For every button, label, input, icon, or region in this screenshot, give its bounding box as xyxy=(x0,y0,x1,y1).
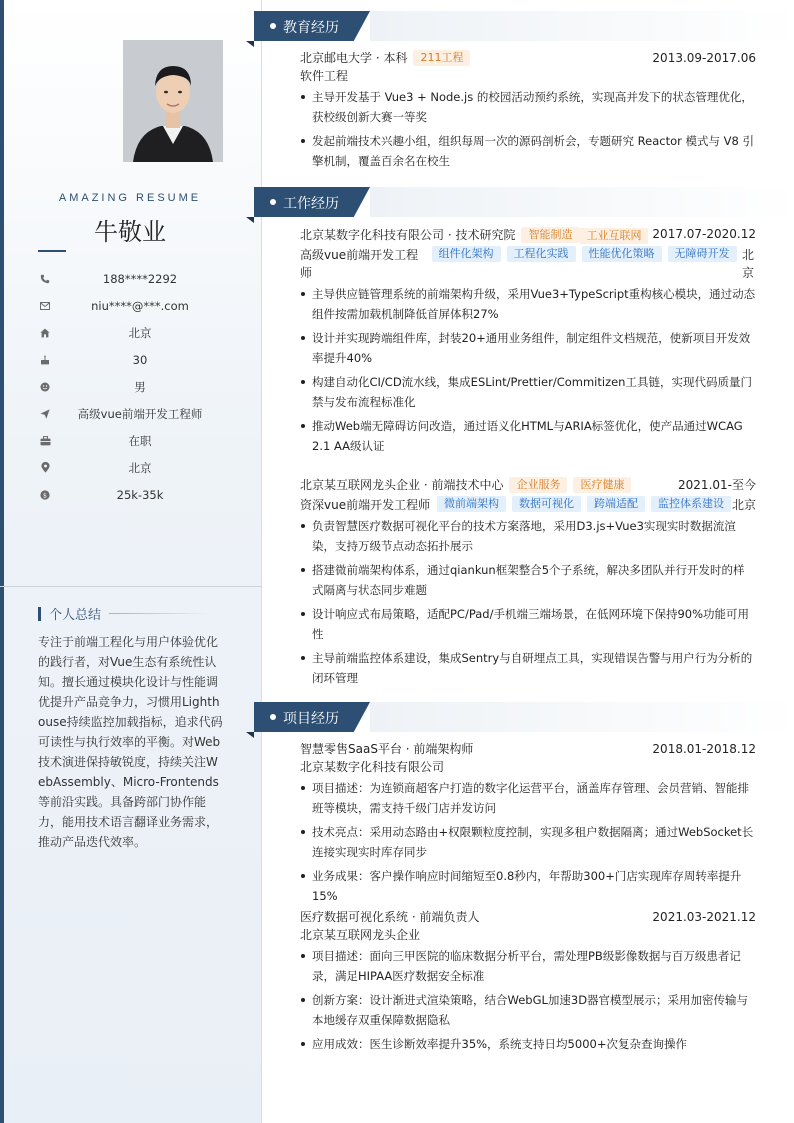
list-item: 应用成效：医生诊断效率提升35%，系统支持日均5000+次复杂查询操作 xyxy=(300,1034,756,1054)
project-date: 2021.03-2021.12 xyxy=(652,910,756,924)
list-item: 搭建微前端架构体系，通过qiankun框架整合5个子系统，解决多团队并行开发时的样式隔离与状态同步难题 xyxy=(300,560,756,600)
skill-tag: 监控体系建设 xyxy=(651,496,731,512)
send-icon xyxy=(38,407,52,421)
sidebar-divider xyxy=(0,586,262,587)
briefcase-icon xyxy=(38,434,52,448)
name-underline xyxy=(38,250,66,252)
info-gender: 男 xyxy=(38,373,240,400)
list-item: 创新方案：设计渐进式渲染策略，结合WebGL加速3D器官模型展示；采用加密传输与本地缓存双重保障数据隐私 xyxy=(300,990,756,1030)
job-bullets xyxy=(300,284,756,456)
avatar xyxy=(123,40,223,162)
job-role: 高级vue前端开发工程师 xyxy=(300,248,419,280)
work-title: 工作经历 xyxy=(283,196,339,212)
avatar-portrait-icon xyxy=(123,40,223,162)
skill-tag: 无障碍开发 xyxy=(668,246,737,262)
phone-icon xyxy=(38,272,52,286)
list-item: 项目描述：面向三甲医院的临床数据分析平台，需处理PB级影像数据与百万级患者记录，满足HIPAA医疗数据安全标准 xyxy=(300,946,756,986)
projects-title: 项目经历 xyxy=(283,711,339,727)
major: 软件工程 xyxy=(300,69,349,83)
list-item: 技术亮点：采用动态路由+权限颗粒度控制，实现多租户数据隔离；通过WebSocket长连接实现实时库存同步 xyxy=(300,822,756,862)
project-company: 北京某互联网龙头企业 xyxy=(300,928,421,942)
summary-header xyxy=(38,604,209,623)
list-item: 设计响应式布局策略，适配PC/Pad/手机端三端场景，在低网环境下保持90%功能可用性 xyxy=(300,604,756,644)
project-bullets xyxy=(300,778,756,906)
main-content xyxy=(262,0,794,1123)
education-bullets xyxy=(300,87,756,171)
project-date: 2018.01-2018.12 xyxy=(652,742,756,756)
list-item: 业务成果：客户操作响应时间缩短至0.8秒内，年帮助300+门店实现库存周转率提升15% xyxy=(300,866,756,906)
list-item: 主导前端监控体系建设，集成Sentry与自研埋点工具，实现错误告警与用户行为分析的闭环管理 xyxy=(300,648,756,688)
education-title: 教育经历 xyxy=(283,20,339,36)
svg-text:$: $ xyxy=(42,490,48,499)
list-item: 推动Web端无障碍访问改造，通过语义化HTML与ARIA标签优化，使产品通过WCAG 2.1 AA级认证 xyxy=(300,416,756,456)
job-bullets xyxy=(300,516,756,688)
company-name: 北京某数字化科技有限公司 · 技术研究院 xyxy=(300,227,516,242)
summary-title: 个人总结 xyxy=(49,608,102,623)
list-item: 发起前端技术兴趣小组，组织每周一次的源码剖析会，专题研究 Reactor 模式与 V8 引擎机制，覆盖百余名在校生 xyxy=(300,131,756,171)
job-date: 2017.07-2020.12 xyxy=(652,227,756,241)
list-item: 主导供应链管理系统的前端架构升级，采用Vue3+TypeScript重构核心模块，通过动态组件按需加载机制降低首屏体积27% xyxy=(300,284,756,324)
info-email: niu****@***.com xyxy=(38,292,240,319)
info-home: 北京 xyxy=(38,319,240,346)
cake-icon xyxy=(38,353,52,367)
project-entry-2 xyxy=(300,908,756,1058)
job-role: 资深vue前端开发工程师 xyxy=(300,498,431,512)
info-position: 高级vue前端开发工程师 xyxy=(38,400,240,427)
project-name: 智慧零售SaaS平台 · 前端架构师 xyxy=(300,742,474,756)
salary-icon xyxy=(38,488,52,502)
section-dot-icon xyxy=(270,714,276,720)
gender-icon xyxy=(38,380,52,394)
education-date: 2013.09-2017.06 xyxy=(652,51,756,65)
email-icon xyxy=(38,299,52,313)
project-entry-1 xyxy=(300,740,756,910)
list-item: 主导开发基于 Vue3 + Node.js 的校园活动预约系统，实现高并发下的状态管理优化，获校级创新大赛一等奖 xyxy=(300,87,756,127)
list-item: 构建自动化CI/CD流水线，集成ESLint/Prettier/Commitizen工具链，实现代码质量门禁与发布流程标准化 xyxy=(300,372,756,412)
skill-tag: 跨端适配 xyxy=(587,496,645,512)
project-company: 北京某数字化科技有限公司 xyxy=(300,760,445,774)
industry-tag: 企业服务 xyxy=(509,477,567,493)
skill-tag: 工程化实践 xyxy=(507,246,576,262)
job-location: 北京 xyxy=(742,248,755,280)
info-phone: 188****2292 xyxy=(38,265,240,292)
list-item: 设计并实现跨端组件库，封装20+通用业务组件，制定组件文档规范，使新项目开发效率提升40% xyxy=(300,328,756,368)
project-name: 医疗数据可视化系统 · 前端负责人 xyxy=(300,910,480,924)
project-bullets xyxy=(300,946,756,1054)
summary-text: 专注于前端工程化与用户体验优化的践行者，对Vue生态有系统性认知。擅长通过模块化设计与性能调优提升产品竞争力，习惯用Lighthouse持续监控加载指标，追求代码可读性与执行效率的平衡。对Web技术演进保持敏锐度，持续关注WebAssembly、Micro-Frontends等前沿实践。具备跨部门协作能力，能用技术语言翻译业务需求，推动产品迭代效率。 xyxy=(38,635,223,849)
sidebar xyxy=(0,0,262,1123)
job-date: 2021.01-至今 xyxy=(678,478,756,492)
contact-info-list xyxy=(38,265,240,508)
work-entry-1 xyxy=(300,225,756,460)
home-icon xyxy=(38,326,52,340)
skill-tag: 组件化架构 xyxy=(432,246,501,262)
summary-rule xyxy=(109,613,209,614)
list-item: 负责智慧医疗数据可视化平台的技术方案落地，采用D3.js+Vue3实现实时数据流渲染，支持万级节点动态拓扑展示 xyxy=(300,516,756,556)
education-entry xyxy=(300,49,756,175)
info-salary: $ 25k-35k xyxy=(38,481,240,508)
section-dot-icon xyxy=(270,23,276,29)
job-location: 北京 xyxy=(731,498,756,512)
sidebar-accent-bar xyxy=(0,0,4,1123)
list-item: 项目描述：为连锁商超客户打造的数字化运营平台，涵盖库存管理、会员营销、智能排班等模块，需支持千级门店并发访问 xyxy=(300,778,756,818)
info-location: 北京 xyxy=(38,454,240,481)
industry-tag: 智能制造 xyxy=(521,227,579,243)
skill-tag: 性能优化策略 xyxy=(582,246,662,262)
work-entry-2 xyxy=(300,476,756,692)
skill-tag: 微前端架构 xyxy=(437,496,506,512)
summary-bar xyxy=(38,607,41,621)
school-tag: 211工程 xyxy=(413,50,470,66)
school-name: 北京邮电大学 · 本科 xyxy=(300,51,408,65)
industry-tag: 医疗健康 xyxy=(573,477,631,493)
company-name: 北京某互联网龙头企业 · 前端技术中心 xyxy=(300,478,504,492)
resume-tagline: AMAZING RESUME xyxy=(58,192,202,204)
candidate-name: 牛敬业 xyxy=(94,218,166,246)
section-dot-icon xyxy=(270,199,276,205)
location-icon xyxy=(38,461,52,475)
info-status: 在职 xyxy=(38,427,240,454)
skill-tag: 数据可视化 xyxy=(512,496,581,512)
info-age: 30 xyxy=(38,346,240,373)
industry-tag: 工业互联网 xyxy=(579,228,648,244)
